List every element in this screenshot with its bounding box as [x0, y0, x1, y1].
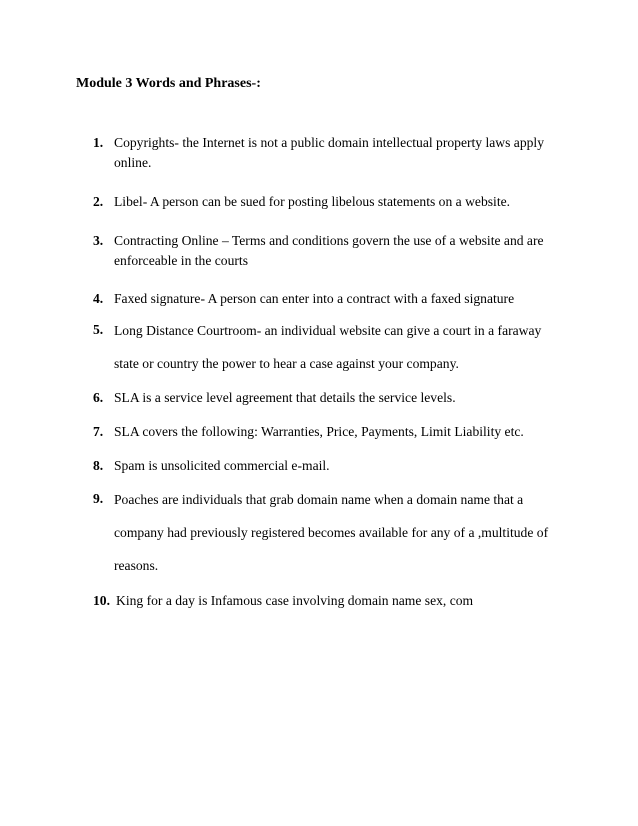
list-item-text: Spam is unsolicited commercial e-mail.	[114, 458, 330, 473]
list-item	[93, 192, 563, 212]
list-item-text: Copyrights- the Internet is not a public domain intellectual property laws apply online.	[114, 135, 544, 170]
list-item-text: Libel- A person can be sued for posting libelous statements on a website.	[114, 194, 511, 209]
list-item	[93, 133, 563, 173]
list-item-text: Poaches are individuals that grab domain name when a domain name that a company had previously registered becomes available for any of a ,multitude of reasons.	[114, 492, 549, 573]
list-item	[93, 422, 563, 442]
list-item	[93, 314, 563, 380]
list-item-text: Long Distance Courtroom- an individual website can give a court in a faraway state or country the power to hear a case against your company.	[114, 323, 542, 371]
list-item-number: 6.	[93, 390, 104, 405]
list-item-number: 9.	[93, 491, 104, 506]
list-item-number: 10.	[93, 593, 110, 608]
list-item-number: 3.	[93, 233, 104, 248]
list-item	[93, 456, 563, 476]
list-item-number: 8.	[93, 458, 104, 473]
list-item-number: 4.	[93, 291, 104, 306]
list-item-text: SLA covers the following: Warranties, Price, Payments, Limit Liability etc.	[114, 424, 524, 439]
list-item-text: SLA is a service level agreement that details the service levels.	[114, 390, 456, 405]
list-item	[93, 231, 563, 271]
list-item-text: Faxed signature- A person can enter into a contract with a faxed signature	[114, 291, 515, 306]
document-title: Module 3 Words and Phrases-:	[76, 76, 261, 91]
list-item	[93, 591, 563, 611]
list-item-number: 1.	[93, 135, 104, 150]
list-item	[93, 483, 563, 582]
list-item	[93, 289, 563, 309]
list-item-number: 5.	[93, 322, 104, 337]
list-item-text: Contracting Online – Terms and conditions govern the use of a website and are enforceable in the courts	[114, 233, 544, 268]
list-item-text: King for a day is Infamous case involving domain name sex, com	[116, 593, 474, 608]
list-item-number: 7.	[93, 424, 104, 439]
list-item-number: 2.	[93, 194, 104, 209]
list-item	[93, 388, 563, 408]
